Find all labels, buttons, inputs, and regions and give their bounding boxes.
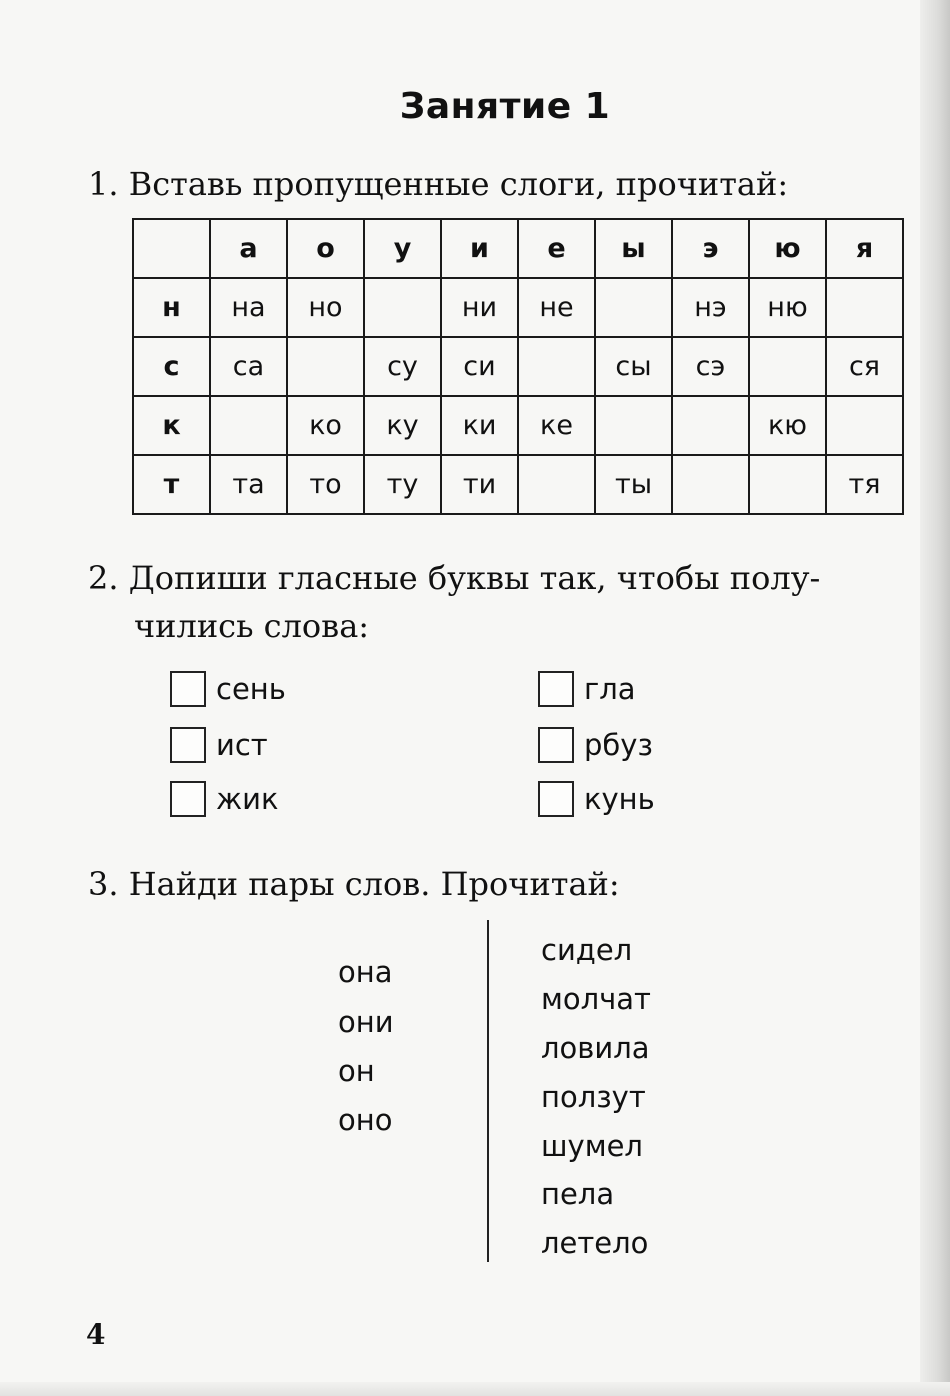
- syllable-cell[interactable]: ке: [518, 396, 595, 455]
- syllable-cell[interactable]: ти: [441, 455, 518, 514]
- syllable-cell[interactable]: кю: [749, 396, 826, 455]
- syllable-cell[interactable]: [518, 455, 595, 514]
- consonant-header-cell: с: [133, 337, 210, 396]
- vowel-word-item: [538, 724, 653, 766]
- page-edge: [920, 0, 950, 1396]
- syllable-cell[interactable]: та: [210, 455, 287, 514]
- syllable-cell[interactable]: ку: [364, 396, 441, 455]
- syllable-cell[interactable]: [672, 396, 749, 455]
- table-row: [133, 337, 903, 396]
- word-fragment: гла: [584, 672, 636, 706]
- verb-word[interactable]: сидел: [541, 933, 633, 967]
- task2-heading-line1: 2. Допиши гласные буквы так, чтобы полу-: [88, 559, 821, 597]
- vowel-header-cell: о: [287, 219, 364, 278]
- verb-word[interactable]: молчат: [541, 982, 651, 1016]
- verb-word[interactable]: ловила: [541, 1031, 650, 1065]
- syllable-cell[interactable]: сэ: [672, 337, 749, 396]
- syllable-cell[interactable]: не: [518, 278, 595, 337]
- consonant-header-cell: н: [133, 278, 210, 337]
- syllable-cell[interactable]: ты: [595, 455, 672, 514]
- syllable-cell[interactable]: на: [210, 278, 287, 337]
- task3-heading: 3. Найди пары слов. Прочитай:: [88, 865, 620, 903]
- page-number: 4: [86, 1318, 106, 1351]
- vowel-input-box[interactable]: [170, 781, 206, 817]
- syllable-cell[interactable]: си: [441, 337, 518, 396]
- word-fragment: сень: [216, 672, 286, 706]
- word-fragment: кунь: [584, 782, 655, 816]
- pronoun-word[interactable]: он: [338, 1054, 375, 1088]
- syllable-table: [132, 218, 904, 515]
- vowel-word-item: [170, 668, 286, 710]
- verb-word[interactable]: ползут: [541, 1080, 646, 1114]
- syllable-cell[interactable]: [595, 396, 672, 455]
- syllable-cell[interactable]: то: [287, 455, 364, 514]
- vowel-header-cell: ы: [595, 219, 672, 278]
- vowel-header-cell: у: [364, 219, 441, 278]
- column-divider: [487, 920, 489, 1262]
- verb-word[interactable]: пела: [541, 1177, 615, 1211]
- table-row: [133, 278, 903, 337]
- vowel-word-item: [170, 778, 279, 820]
- word-fragment: ист: [216, 728, 268, 762]
- vowel-input-box[interactable]: [170, 727, 206, 763]
- vowel-input-box[interactable]: [538, 781, 574, 817]
- vowel-word-item: [538, 668, 636, 710]
- syllable-cell[interactable]: [749, 455, 826, 514]
- syllable-cell[interactable]: [826, 396, 903, 455]
- consonant-header-cell: к: [133, 396, 210, 455]
- syllable-cell[interactable]: [287, 337, 364, 396]
- syllable-cell[interactable]: ки: [441, 396, 518, 455]
- syllable-cell[interactable]: ко: [287, 396, 364, 455]
- syllable-cell[interactable]: нэ: [672, 278, 749, 337]
- vowel-word-item: [538, 778, 655, 820]
- syllable-cell[interactable]: [364, 278, 441, 337]
- verb-word[interactable]: летело: [541, 1226, 649, 1260]
- syllable-cell[interactable]: ни: [441, 278, 518, 337]
- word-fragment: жик: [216, 782, 279, 816]
- syllable-cell[interactable]: су: [364, 337, 441, 396]
- table-corner-cell: [133, 219, 210, 278]
- vowel-input-box[interactable]: [170, 671, 206, 707]
- syllable-cell[interactable]: сы: [595, 337, 672, 396]
- pronoun-word[interactable]: они: [338, 1005, 394, 1039]
- syllable-cell[interactable]: [595, 278, 672, 337]
- vowel-header-cell: я: [826, 219, 903, 278]
- vowel-input-box[interactable]: [538, 727, 574, 763]
- lesson-title: Занятие 1: [399, 86, 611, 128]
- table-row: [133, 396, 903, 455]
- table-row: [133, 455, 903, 514]
- vowel-header-cell: а: [210, 219, 287, 278]
- pronoun-word[interactable]: оно: [338, 1103, 393, 1137]
- task2-heading-line2: чились слова:: [134, 607, 370, 645]
- vowel-input-box[interactable]: [538, 671, 574, 707]
- vowel-header-cell: е: [518, 219, 595, 278]
- task1-heading: 1. Вставь пропущенные слоги, прочитай:: [88, 165, 789, 203]
- pronoun-word[interactable]: она: [338, 955, 393, 989]
- verb-word[interactable]: шумел: [541, 1129, 643, 1163]
- syllable-cell[interactable]: [672, 455, 749, 514]
- syllable-cell[interactable]: [210, 396, 287, 455]
- syllable-cell[interactable]: но: [287, 278, 364, 337]
- word-fragment: рбуз: [584, 728, 653, 762]
- vowel-header-cell: и: [441, 219, 518, 278]
- syllable-cell[interactable]: тя: [826, 455, 903, 514]
- syllable-cell[interactable]: ся: [826, 337, 903, 396]
- vowel-word-item: [170, 724, 268, 766]
- task2-heading: [88, 554, 928, 650]
- syllable-cell[interactable]: ню: [749, 278, 826, 337]
- page-bottom-edge: [0, 1382, 950, 1396]
- consonant-header-cell: т: [133, 455, 210, 514]
- table-header-row: [133, 219, 903, 278]
- syllable-cell[interactable]: [749, 337, 826, 396]
- vowel-header-cell: ю: [749, 219, 826, 278]
- syllable-cell[interactable]: са: [210, 337, 287, 396]
- syllable-cell[interactable]: [518, 337, 595, 396]
- syllable-cell[interactable]: ту: [364, 455, 441, 514]
- syllable-cell[interactable]: [826, 278, 903, 337]
- vowel-header-cell: э: [672, 219, 749, 278]
